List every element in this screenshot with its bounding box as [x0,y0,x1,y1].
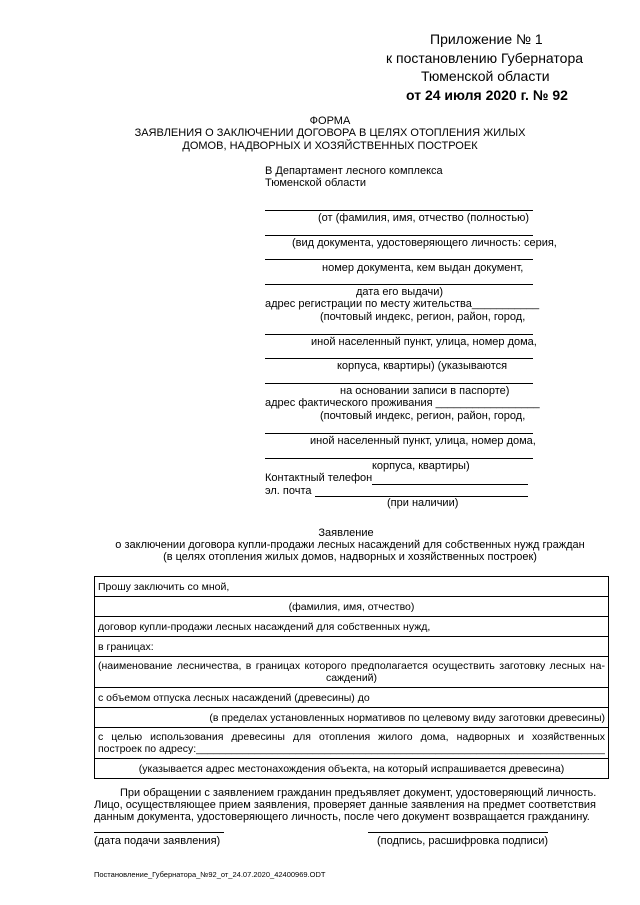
table-cell [95,708,609,728]
date-line [94,832,224,833]
volume-text: с объемом отпуска лесных насаждений (древесины) до [98,691,370,704]
table-row [95,759,609,779]
doc-caption-1: (вид документа, удостоверяющего личность: серия, [292,237,557,249]
forestry-hint-line2: саждений) [325,672,378,684]
signature-line [368,832,548,833]
phone-label: Контактный телефон [265,472,373,484]
volume-hint: (в пределах установленных нормативов по целевому виду заготовки древесины) [209,711,605,724]
forestry-hint-line1: (наименование лесничества, в границах которого предполагается осуществить заготовку лесных на- [98,660,605,672]
request-text: Прошу заключить со мной, [98,580,230,593]
table-row [95,688,609,708]
addressee-line1: В Департамент лесного комплекса [265,165,443,177]
fact-caption-2: иной населенный пункт, улица, номер дома, [310,435,536,447]
form-title-line2: ЗАЯВЛЕНИЯ О ЗАКЛЮЧЕНИИ ДОГОВОРА В ЦЕЛЯХ ОТОПЛЕНИЯ ЖИЛЫХ [134,127,526,139]
fact-caption-1: (почтовый индекс, регион, район, город, [320,410,526,422]
appendix-date: от 24 июля 2020 г. № 92 [406,87,568,103]
doc-line-3 [265,284,533,285]
purpose-line1: с целью использования древесины для отопления жилого дома, надворных и хозяйственных [98,731,605,743]
table-cell [95,637,609,657]
closing-line3: данным документа, удостоверяющего личность, после чего документ возвращается гражданину. [94,811,590,823]
reg-caption-3: корпуса, квартиры) (указываются [337,360,508,372]
fact-line-3 [265,458,533,459]
fact-address-label: адрес фактического проживания _________________ [265,397,540,409]
fact-line-2 [265,433,533,434]
closing-line1: При обращении с заявлением гражданин предъявляет документ, удостоверяющий личность. [120,787,597,799]
phone-line [372,484,528,485]
table-row [95,657,609,688]
table-row [95,617,609,637]
appendix-number: Приложение № 1 [430,31,543,47]
reg-address-label: адрес регистрации по месту жительства___________ [265,298,540,310]
contract-text: договор купли-продажи лесных насаждений для собственных нужд, [98,620,431,633]
reg-line-3 [265,358,533,359]
table-row [95,577,609,597]
table-cell [95,688,609,708]
doc-line-1 [265,235,533,236]
purpose-line2: построек по адресу:______________________________________________________________________ [98,743,605,755]
application-form-table [94,576,609,779]
signature-caption: (подпись, расшифровка подписи) [377,835,549,847]
table-row [95,637,609,657]
addressee-line2: Тюменской области [265,177,367,189]
reg-caption-1: (почтовый индекс, регион, район, город, [320,311,526,323]
table-row [95,728,609,759]
reg-caption-4: на основании записи в паспорте) [340,385,510,397]
reg-line-4 [265,383,533,384]
doc-line-2 [265,259,533,260]
fio-line [265,210,533,211]
form-title-line1: ФОРМА [309,115,351,127]
form-title-line3: ДОМОВ, НАДВОРНЫХ И ХОЗЯЙСТВЕННЫХ ПОСТРОЕК [182,140,478,152]
date-caption: (дата подачи заявления) [94,835,221,847]
email-label: эл. почта [265,485,312,497]
appendix-reference: к постановлению Губернатора [386,50,584,66]
doc-caption-2: номер документа, кем выдан документ, [322,262,524,274]
table-cell [95,597,609,617]
statement-title: Заявление [318,527,374,539]
fio-hint: (фамилия, имя, отчество) [288,600,415,613]
statement-line2: (в целях отопления жилых домов, надворных и хозяйственных построек) [163,551,537,563]
table-cell [95,759,609,779]
reg-caption-2: иной населенный пункт, улица, номер дома, [311,336,537,348]
footer-filename: Постановление_Губернатора_№92_от_24.07.2020_42400969.ODT [94,870,326,879]
fact-caption-3: корпуса, квартиры) [372,460,470,472]
address-hint: (указывается адрес местонахождения объекта, на который испрашивается древесина) [138,762,565,775]
reg-line-2 [265,334,533,335]
boundaries-text: в границах: [98,640,154,653]
closing-line2: Лицо, осуществляющее прием заявления, проверяет данные заявления на предмет соответствия [94,799,597,811]
fio-caption: (от (фамилия, имя, отчество (полностью) [318,212,530,224]
email-note: (при наличии) [387,497,459,509]
table-row [95,708,609,728]
statement-line1: о заключении договора купли-продажи лесных насаждений для собственных нужд граждан [115,539,585,551]
table-cell [95,657,609,688]
table-cell [95,728,609,759]
table-cell [95,617,609,637]
table-cell [95,577,609,597]
doc-caption-3: дата его выдачи) [356,286,444,298]
appendix-region: Тюменской области [421,68,550,84]
table-row [95,597,609,617]
